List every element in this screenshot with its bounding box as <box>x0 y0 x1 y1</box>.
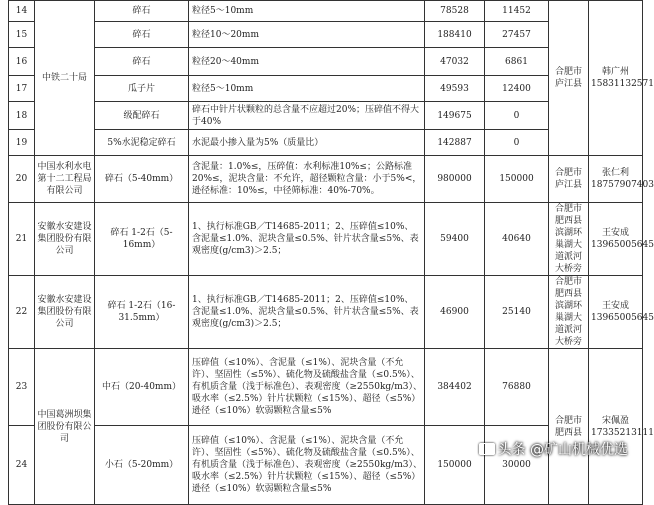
row-number: 17 <box>9 76 35 102</box>
material-cell: 碎石 <box>95 1 189 22</box>
table-row <box>9 203 643 276</box>
quantity-cell: 384402 <box>425 349 485 426</box>
material-cell: 中石（20-40mm） <box>95 349 189 426</box>
material-cell: 碎石 1-2石（5-16mm） <box>95 203 189 276</box>
material-cell: 碎石 <box>95 48 189 76</box>
contact-cell: 宋佩盈17335213111 <box>589 349 643 505</box>
location-cell: 合肥市肥西县滨湖环巢湖大道派河大桥旁 <box>549 276 589 349</box>
company-cell: 中国水利水电第十二工程局有限公司 <box>35 156 95 203</box>
quantity-cell: 150000 <box>425 426 485 505</box>
material-cell: 碎石 1-2石（16-31.5mm） <box>95 276 189 349</box>
company-cell: 安徽水安建设集团股份有限公司 <box>35 276 95 349</box>
location-cell: 合肥市庐江县 <box>549 1 589 156</box>
row-number: 21 <box>9 203 35 276</box>
row-number: 23 <box>9 349 35 426</box>
contact-cell: 张仁利18757907403 <box>589 156 643 203</box>
row-number: 19 <box>9 130 35 156</box>
table-row <box>9 426 643 505</box>
quantity-cell: 49593 <box>425 76 485 102</box>
amount-cell: 27457 <box>485 22 549 48</box>
spec-cell: 粒径5～10mm <box>189 76 425 102</box>
watermark <box>476 439 628 459</box>
amount-cell: 0 <box>485 102 549 130</box>
amount-cell: 76880 <box>485 349 549 426</box>
table-row <box>9 22 643 48</box>
row-number: 24 <box>9 426 35 505</box>
material-cell: 瓜子片 <box>95 76 189 102</box>
contact-cell: 王安成13965005645 <box>589 203 643 276</box>
watermark-text: 头条 @矿山机械优选 <box>497 442 628 458</box>
amount-cell: 40640 <box>485 203 549 276</box>
table-row <box>9 349 643 426</box>
material-cell: 级配碎石 <box>95 102 189 130</box>
table-row <box>9 102 643 130</box>
material-cell: 碎石 <box>95 22 189 48</box>
quantity-cell: 47032 <box>425 48 485 76</box>
quantity-cell: 149675 <box>425 102 485 130</box>
spec-cell: 粒径20～40mm <box>189 48 425 76</box>
table-row <box>9 76 643 102</box>
quantity-cell: 980000 <box>425 156 485 203</box>
quantity-cell: 59400 <box>425 203 485 276</box>
row-number: 14 <box>9 1 35 22</box>
company-cell: 中国葛洲坝集团股份有限公司 <box>35 349 95 505</box>
location-cell: 合肥市肥西县滨湖环巢湖大道派河大桥旁 <box>549 203 589 276</box>
spec-cell: 1、执行标准GB／T14685-2011；2、压碎值≤10%、含泥量≤1.0%、泥块含量≤0.5%、针片状含量≤5%、表观密度(g/cm3)＞2.5； <box>189 203 425 276</box>
amount-cell: 25140 <box>485 276 549 349</box>
location-cell: 合肥市肥西县 <box>549 349 589 505</box>
row-number: 20 <box>9 156 35 203</box>
amount-cell: 0 <box>485 130 549 156</box>
table-row <box>9 130 643 156</box>
amount-cell: 30000 <box>485 426 549 505</box>
spec-cell: 粒径10～20mm <box>189 22 425 48</box>
spec-cell: 含泥量：1.0%≤，压碎值：水利标准10%≤；公路标准20%≤，泥块含量：不允许，超径颗粒含量：小于5%<，逊径标准：10%≤，中径筛标准：40%-70%。 <box>189 156 425 203</box>
quantity-cell: 46900 <box>425 276 485 349</box>
spec-cell: 1、执行标准GB／T14685-2011；2、压碎值≤10%、含泥量≤1.0%、泥块含量≤0.5%、针片状含量≤5%、表观密度(g/cm3)＞2.5； <box>189 276 425 349</box>
spec-cell: 压碎值（≤10%）、含泥量（≤1%）、泥块含量（不允许）、坚固性（≤5%）、硫化物及硫酸盐含量（≤0.5%）、有机质含量（浅于标准色）、表观密度（≥2550kg/m3）、吸水率（≤2.5%）针片状颗粒（≤15%）、超径（≤5%）逊径（≤10%）软弱颗粒含量≤5% <box>189 349 425 426</box>
amount-cell: 6861 <box>485 48 549 76</box>
company-cell: 安徽水安建设集团股份有限公司 <box>35 203 95 276</box>
row-number: 18 <box>9 102 35 130</box>
quantity-cell: 142887 <box>425 130 485 156</box>
quantity-cell: 78528 <box>425 1 485 22</box>
spec-cell: 粒径5～10mm <box>189 1 425 22</box>
table-row <box>9 1 643 22</box>
spec-cell: 水泥最小掺入量为5%（质量比） <box>189 130 425 156</box>
table-row <box>9 156 643 203</box>
spec-cell: 碎石中针片状颗粒的总含量不应超过20%；压碎值不得大于40% <box>189 102 425 130</box>
row-number: 15 <box>9 22 35 48</box>
company-cell: 中铁二十局 <box>35 1 95 156</box>
spec-cell: 压碎值（≤10%）、含泥量（≤1%）、泥块含量（不允许）、坚固性（≤5%）、硫化物及硫酸盐含量（≤0.5%）、有机质含量（浅于标准色）、表观密度（≥2550kg/m3）、吸水率（≤2.5%）针片状颗粒（≤15%）、超径（≤5%）逊径（≤10%）软弱颗粒含量≤5% <box>189 426 425 505</box>
table-row <box>9 48 643 76</box>
amount-cell: 12400 <box>485 76 549 102</box>
contact-cell: 韩广州15831132571 <box>589 1 643 156</box>
location-cell: 合肥市庐江县 <box>549 156 589 203</box>
material-cell: 小石（5-20mm） <box>95 426 189 505</box>
amount-cell: 11452 <box>485 1 549 22</box>
procurement-table <box>8 0 654 505</box>
row-number: 22 <box>9 276 35 349</box>
amount-cell: 150000 <box>485 156 549 203</box>
material-cell: 5%水泥稳定碎石 <box>95 130 189 156</box>
quantity-cell: 188410 <box>425 22 485 48</box>
material-cell: 碎石（5-40mm） <box>95 156 189 203</box>
contact-cell: 王安成13965005645 <box>589 276 643 349</box>
row-number: 16 <box>9 48 35 76</box>
camera-icon <box>479 443 495 455</box>
table-row <box>9 276 643 349</box>
